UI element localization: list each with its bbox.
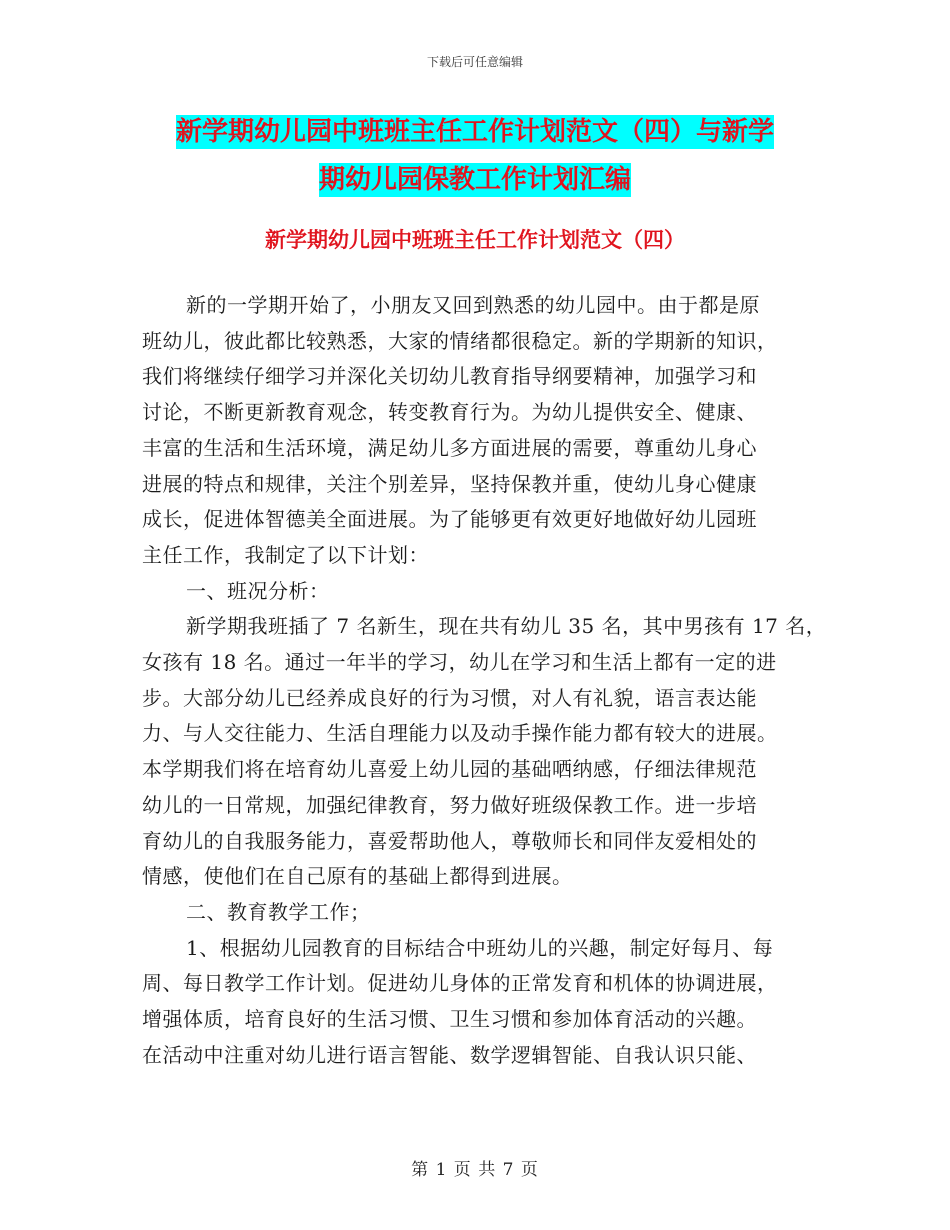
body-line: 班幼儿，彼此都比较熟悉，大家的情绪都很稳定。新的学期新的知识，	[142, 328, 778, 353]
body-line: 女孩有 18 名。通过一年半的学习，幼儿在学习和生活上都有一定的进	[142, 650, 777, 675]
document-title	[0, 108, 950, 204]
body-line: 新学期我班插了 7 名新生，现在共有幼儿 35 名，其中男孩有 17 名，	[186, 614, 827, 639]
body-line: 本学期我们将在培育幼儿喜爱上幼儿园的基础哂纳感，仔细法律规范	[142, 757, 757, 782]
body-line: 育幼儿的自我服务能力，喜爱帮助他人，尊敬师长和同伴友爱相处的	[142, 828, 757, 853]
body-text	[142, 288, 842, 1073]
body-line: 新的一学期开始了，小朋友又回到熟悉的幼儿园中。由于都是原	[186, 293, 760, 317]
body-line: 力、与人交往能力、生活自理能力以及动手操作能力都有较大的进展。	[142, 721, 778, 746]
body-line: 我们将继续仔细学习并深化关切幼儿教育指导纲要精神，加强学习和	[142, 364, 757, 389]
body-line: 进展的特点和规律，关注个别差异，坚持保教并重，使幼儿身心健康	[142, 471, 757, 496]
body-line: 丰富的生活和生活环境，满足幼儿多方面进展的需要，尊重幼儿身心	[142, 435, 757, 460]
body-line: 步。大部分幼儿已经养成良好的行为习惯，对人有礼貌，语言表达能	[142, 685, 757, 710]
heading-class-analysis: 一、班况分析：	[186, 578, 330, 603]
body-line: 成长，促进体智德美全面进展。为了能够更有效更好地做好幼儿园班	[142, 507, 757, 532]
section-title: 新学期幼儿园中班班主任工作计划范文（四）	[265, 228, 685, 252]
body-line: 讨论，不断更新教育观念，转变教育行为。为幼儿提供安全、健康、	[142, 400, 757, 425]
body-line: 增强体质，培育良好的生活习惯、卫生习惯和参加体育活动的兴趣。	[142, 1007, 757, 1032]
body-line: 幼儿的一日常规，加强纪律教育，努力做好班级保教工作。进一步培	[142, 792, 757, 817]
document-title-line-1: 新学期幼儿园中班班主任工作计划范文（四）与新学	[175, 117, 774, 147]
body-line: 在活动中注重对幼儿进行语言智能、数学逻辑智能、自我认识只能、	[142, 1042, 757, 1067]
body-line: 主任工作，我制定了以下计划：	[142, 542, 429, 567]
heading-teaching-work: 二、教育教学工作；	[186, 899, 371, 924]
page-footer: 第 1 页 共 7 页	[411, 1160, 539, 1180]
body-line: 周、每日教学工作计划。促进幼儿身体的正常发育和机体的协调进展，	[142, 971, 778, 996]
header-note: 下载后可任意编辑	[426, 55, 523, 69]
document-title-line-2: 期幼儿园保教工作计划汇编	[318, 165, 631, 195]
body-line: 情感，使他们在自己原有的基础上都得到进展。	[142, 864, 573, 889]
body-line: 1、根据幼儿园教育的目标结合中班幼儿的兴趣，制定好每月、每	[186, 935, 774, 960]
